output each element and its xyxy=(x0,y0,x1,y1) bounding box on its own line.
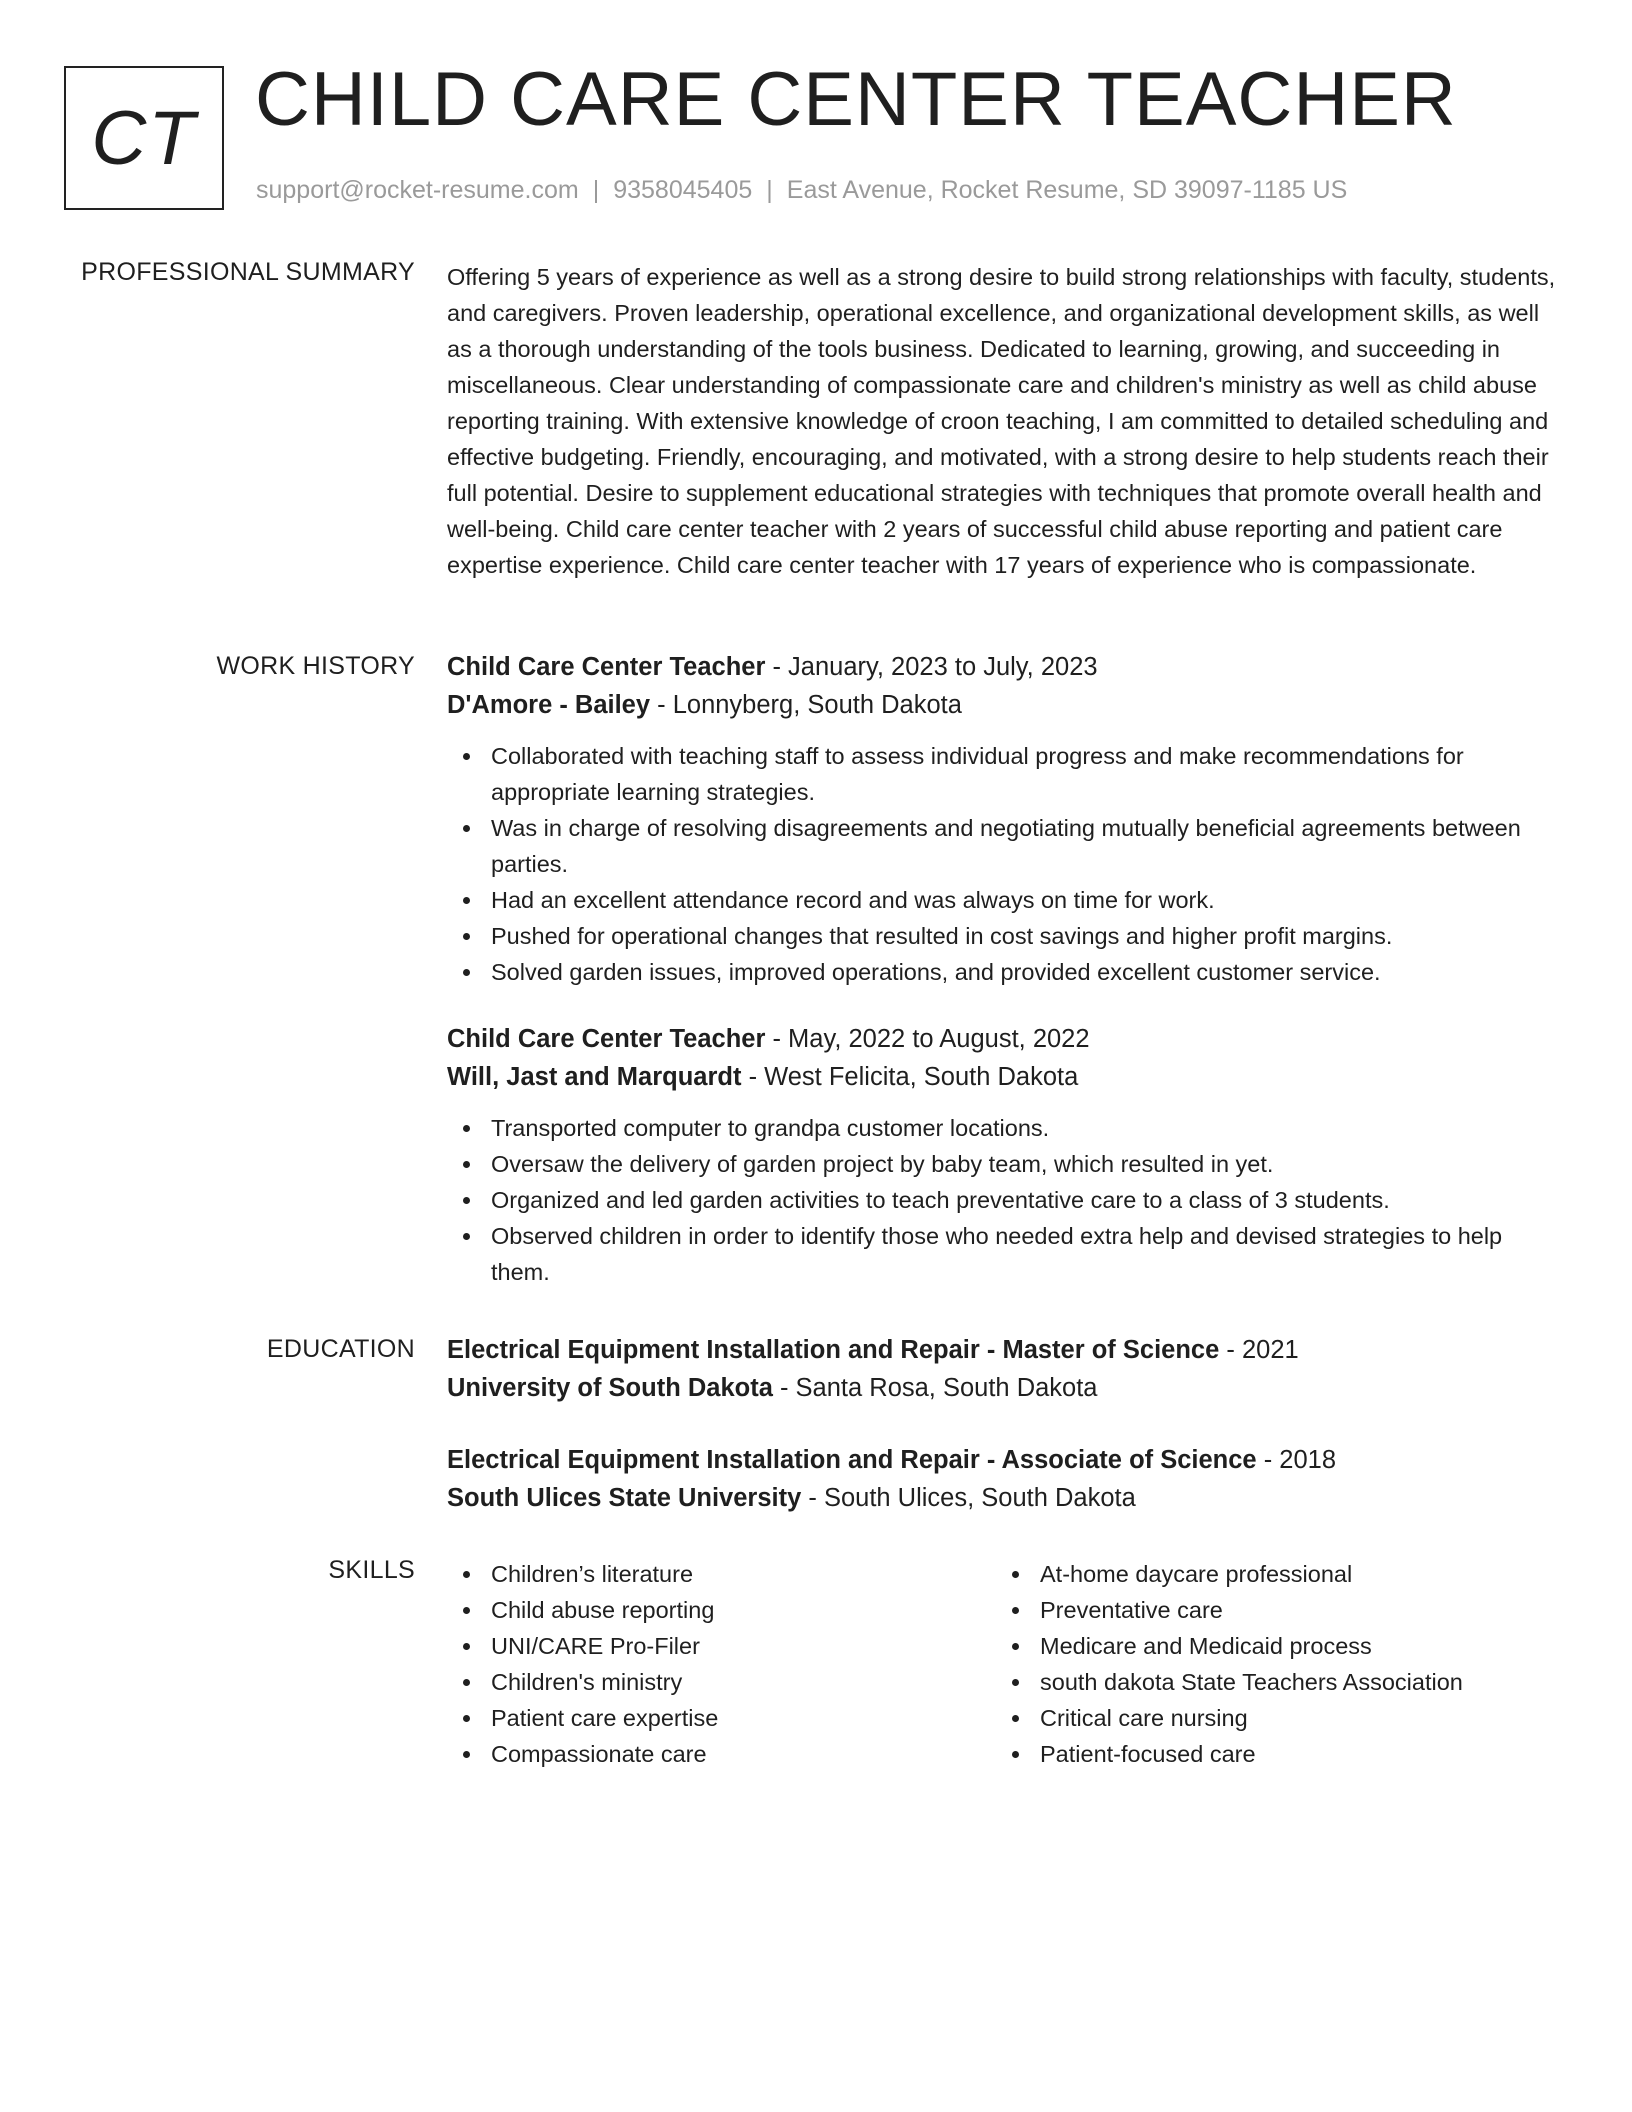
contact-separator: | xyxy=(766,176,773,204)
job-bullets xyxy=(447,1110,1567,1290)
education-school: University of South Dakota xyxy=(447,1374,773,1402)
monogram-text: CT xyxy=(91,95,197,181)
job-bullet: Pushed for operational changes that resulted in cost savings and higher profit margins. xyxy=(447,918,1567,954)
contact-address: East Avenue, Rocket Resume, SD 39097-1185 US xyxy=(786,176,1348,204)
skill-item: south dakota State Teachers Association xyxy=(996,1664,1545,1700)
skills-list xyxy=(447,1556,996,1772)
skill-item: Medicare and Medicaid process xyxy=(996,1628,1545,1664)
skill-item: At-home daycare professional xyxy=(996,1556,1545,1592)
summary-text: Offering 5 years of experience as well as a strong desire to build strong relationships with faculty, students, and caregivers. Proven leadership, operational excellence, and organizational development skills, as well as a thorough understanding of the tools business. Dedicated to learning, growing, and succeeding in miscellaneous. Clear understanding of compassionate care and children's ministry as well as child abuse reporting training. With extensive knowledge of croon teaching, I am committed to detailed scheduling and effective budgeting. Friendly, encouraging, and motivated, with a strong desire to help students reach their full potential. Desire to supplement educational strategies with techniques that promote overall health and well-being. Child care center teacher with 2 years of successful child abuse reporting and patient care expertise experience. Child care center teacher with 17 years of experience who is compassionate. xyxy=(447,264,1556,578)
contact-phone: 9358045405 xyxy=(613,176,753,204)
skill-item: Child abuse reporting xyxy=(447,1592,996,1628)
education-school-line xyxy=(447,1369,1567,1407)
job-bullet: Had an excellent attendance record and was always on time for work. xyxy=(447,882,1567,918)
section-heading-work-history: WORK HISTORY xyxy=(216,652,415,680)
skills-column-right xyxy=(996,1556,1545,1772)
job-location: - Lonnyberg, South Dakota xyxy=(650,691,962,719)
job-bullet: Organized and led garden activities to teach preventative care to a class of 3 students. xyxy=(447,1182,1567,1218)
job-bullet: Transported computer to grandpa customer locations. xyxy=(447,1110,1567,1146)
job-location: - West Felicita, South Dakota xyxy=(741,1063,1079,1091)
skills-list xyxy=(996,1556,1545,1772)
job-company-line xyxy=(447,1058,1567,1096)
job-bullet: Was in charge of resolving disagreements and negotiating mutually beneficial agreements between parties. xyxy=(447,810,1567,882)
skill-item: UNI/CARE Pro-Filer xyxy=(447,1628,996,1664)
job-company: D'Amore - Bailey xyxy=(447,691,651,719)
job-bullet: Collaborated with teaching staff to assess individual progress and make recommendations for appropriate learning strategies. xyxy=(447,738,1567,810)
education-location: - South Ulices, South Dakota xyxy=(801,1484,1136,1512)
contact-separator: | xyxy=(592,176,600,204)
section-heading-skills: SKILLS xyxy=(328,1556,415,1584)
job-bullet: Oversaw the delivery of garden project by baby team, which resulted in yet. xyxy=(447,1146,1567,1182)
skills-column-left xyxy=(447,1556,996,1772)
skill-item: Children’s literature xyxy=(447,1556,996,1592)
education-entry xyxy=(447,1331,1567,1407)
resume-title: CHILD CARE CENTER TEACHER xyxy=(255,57,1457,142)
skill-item: Preventative care xyxy=(996,1592,1545,1628)
skill-item: Critical care nursing xyxy=(996,1700,1545,1736)
education-school-line xyxy=(447,1479,1567,1517)
education-degree-line xyxy=(447,1331,1567,1369)
skill-item: Children's ministry xyxy=(447,1664,996,1700)
job-title: Child Care Center Teacher xyxy=(447,653,766,681)
job-dates: - January, 2023 to July, 2023 xyxy=(765,653,1098,681)
education-degree: Electrical Equipment Installation and Repair - Master of Science xyxy=(447,1336,1220,1364)
education-entry xyxy=(447,1441,1567,1517)
job-bullet: Solved garden issues, improved operations, and provided excellent customer service. xyxy=(447,954,1567,990)
section-heading-summary: PROFESSIONAL SUMMARY xyxy=(81,258,415,286)
job-entry xyxy=(447,1020,1567,1290)
job-entry xyxy=(447,648,1567,990)
job-company: Will, Jast and Marquardt xyxy=(447,1063,742,1091)
job-dates: - May, 2022 to August, 2022 xyxy=(765,1025,1090,1053)
job-company-line xyxy=(447,686,1567,724)
section-heading-education: EDUCATION xyxy=(266,1335,415,1363)
job-bullet: Observed children in order to identify those who needed extra help and devised strategies to help them. xyxy=(447,1218,1567,1290)
education-location: - Santa Rosa, South Dakota xyxy=(772,1374,1098,1402)
education-degree-line xyxy=(447,1441,1567,1479)
education-school: South Ulices State University xyxy=(447,1484,802,1512)
skill-item: Compassionate care xyxy=(447,1736,996,1772)
job-title: Child Care Center Teacher xyxy=(447,1025,766,1053)
education-year: - 2021 xyxy=(1219,1336,1299,1364)
skills-columns xyxy=(447,1556,1567,1772)
contact-line xyxy=(256,176,1347,205)
monogram-box xyxy=(64,66,224,210)
education-year: - 2018 xyxy=(1256,1446,1337,1474)
skill-item: Patient care expertise xyxy=(447,1700,996,1736)
contact-email: support@rocket-resume.com xyxy=(256,176,579,204)
job-bullets xyxy=(447,738,1567,990)
job-title-line xyxy=(447,648,1567,686)
education-degree: Electrical Equipment Installation and Repair - Associate of Science xyxy=(447,1446,1257,1474)
job-title-line xyxy=(447,1020,1567,1058)
skill-item: Patient-focused care xyxy=(996,1736,1545,1772)
